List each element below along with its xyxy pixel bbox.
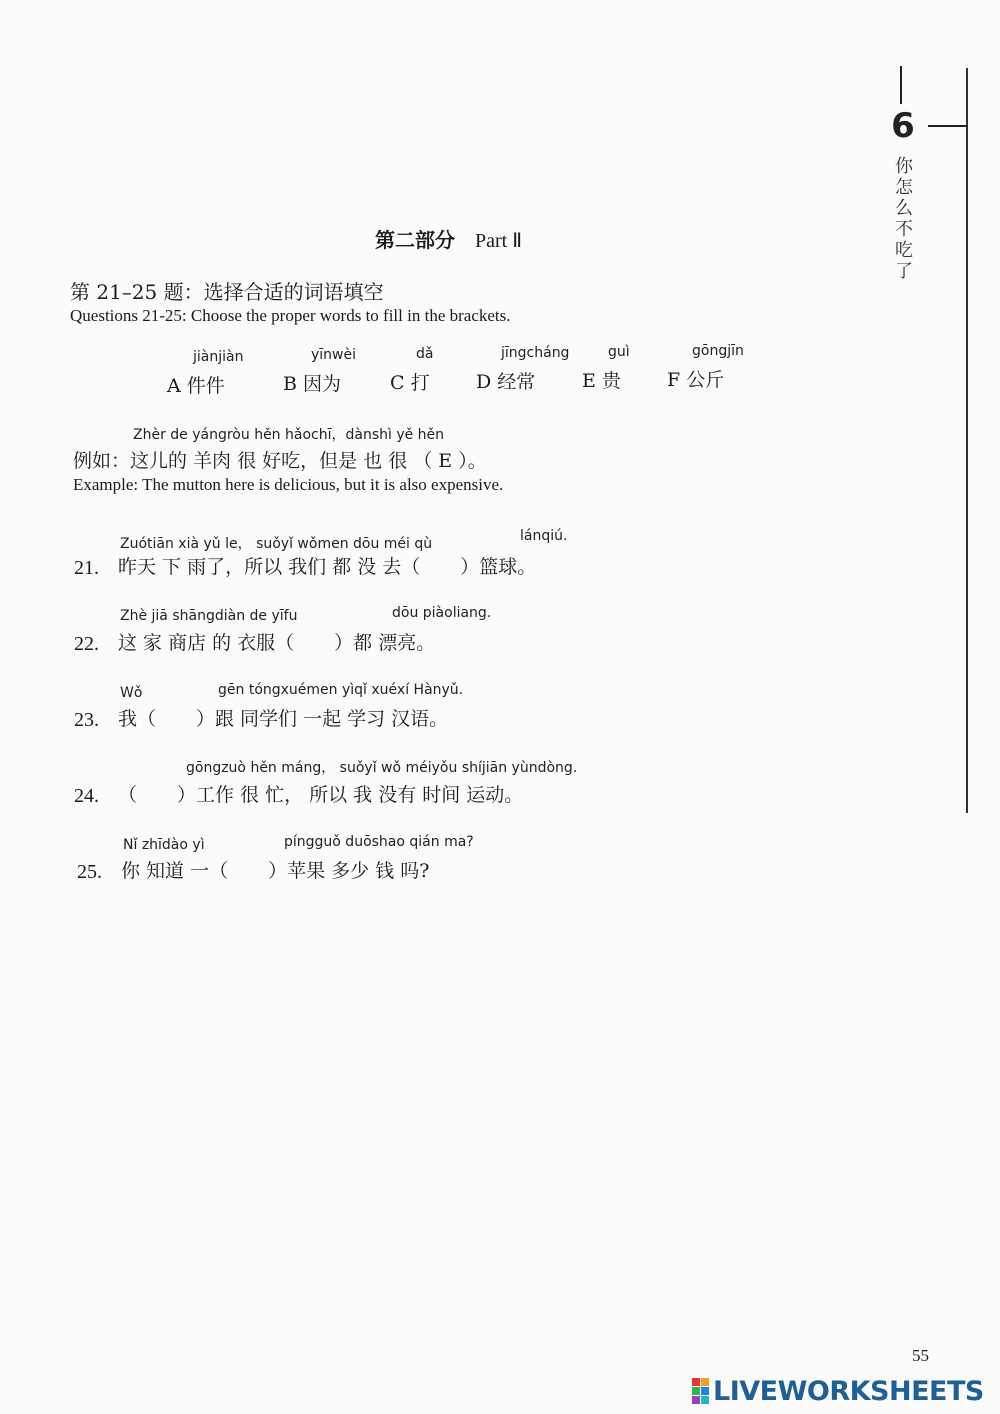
sentence-before: 这 家 商店 的 衣服（ <box>118 632 295 654</box>
option-letter: A <box>167 375 181 397</box>
option-b-pinyin: yīnwèi <box>311 347 357 363</box>
option-letter: D <box>476 371 492 393</box>
chapter-number: 6 <box>891 106 915 146</box>
question-number: 25. <box>77 861 102 883</box>
option-d-pinyin: jīngcháng <box>501 345 570 361</box>
sentence-after: ）苹果 多少 钱 吗? <box>268 860 430 882</box>
sentence-before: 我（ <box>118 708 157 730</box>
side-tick <box>900 66 902 104</box>
option-letter: E <box>582 370 596 392</box>
sentence-after: ）篮球。 <box>460 556 537 578</box>
question-pinyin: Nǐ zhīdào yì <box>123 837 205 853</box>
question-pinyin: Zhè jiā shāngdiàn de yīfu <box>120 608 298 624</box>
question-number: 24. <box>74 785 99 807</box>
question-sentence <box>118 628 435 655</box>
option-word: 件件 <box>186 375 225 397</box>
sentence-before: （ <box>118 784 138 806</box>
question-sentence <box>118 780 523 807</box>
example-answer: （ E ）。 <box>413 450 487 472</box>
option-f <box>667 365 724 392</box>
option-a <box>167 371 225 398</box>
example-translation: Example: The mutton here is delicious, but it is also expensive. <box>73 475 504 494</box>
option-a-pinyin: jiànjiàn <box>193 349 244 365</box>
example-pinyin: Zhèr de yángròu hěn hǎochī，dànshì yě hěn <box>133 427 445 443</box>
chapter-title: 你怎么不吃了 <box>895 156 913 282</box>
question-number: 22. <box>74 633 99 655</box>
section-title <box>375 224 522 253</box>
question-sentence <box>118 552 536 579</box>
option-d <box>476 367 535 394</box>
instructions-en: Questions 21-25: Choose the proper words to fill in the brackets. <box>70 306 511 325</box>
sentence-after: ）工作 很 忙， 所以 我 没有 时间 运动。 <box>177 784 524 806</box>
side-margin-line <box>966 68 968 813</box>
side-dash <box>928 125 968 127</box>
sentence-before: 昨天 下 雨了，所以 我们 都 没 去（ <box>118 556 421 578</box>
brand-name: LIVEWORKSHEETS <box>713 1375 984 1407</box>
question-pinyin: Zuótiān xià yǔ le， suǒyǐ wǒmen dōu méi qù <box>120 536 433 552</box>
option-letter: C <box>390 372 405 394</box>
instructions-cn: 第 21–25 题：选择合适的词语填空 <box>70 280 384 304</box>
option-word: 公斤 <box>686 369 725 391</box>
liveworksheets-brand[interactable] <box>692 1376 984 1406</box>
question-sentence <box>118 704 448 731</box>
option-word: 经常 <box>497 371 536 393</box>
option-letter: B <box>283 373 297 395</box>
question-sentence <box>121 856 429 883</box>
sentence-before: 你 知道 一（ <box>121 860 229 882</box>
question-pinyin: píngguǒ duōshao qián ma? <box>284 834 474 850</box>
liveworksheets-logo-icon <box>692 1378 709 1404</box>
example-text: 这儿的 羊肉 很 好吃，但是 也 很 <box>130 450 408 472</box>
sentence-after: ）都 漂亮。 <box>334 632 436 654</box>
sentence-after: ）跟 同学们 一起 学习 汉语。 <box>196 708 449 730</box>
example-sentence <box>73 446 487 473</box>
option-e-pinyin: guì <box>608 344 630 360</box>
question-number: 21. <box>74 557 99 579</box>
question-pinyin: lánqiú. <box>520 528 568 544</box>
option-c-pinyin: dǎ <box>416 346 434 362</box>
question-pinyin: dōu piàoliang. <box>392 605 492 621</box>
option-letter: F <box>667 369 681 391</box>
option-b <box>283 369 341 396</box>
page-number: 55 <box>912 1346 929 1365</box>
question-pinyin: gōngzuò hěn máng， suǒyǐ wǒ méiyǒu shíjiān yùndòng. <box>186 760 578 776</box>
option-c <box>390 368 430 395</box>
example-label: 例如： <box>73 450 131 472</box>
option-e <box>582 366 621 393</box>
section-title-en: Part Ⅱ <box>475 230 523 252</box>
question-pinyin: Wǒ <box>120 685 143 701</box>
option-word: 打 <box>410 372 430 394</box>
question-number: 23. <box>74 709 99 731</box>
question-pinyin: gēn tóngxuémen yìqǐ xuéxí Hànyǔ. <box>218 682 464 698</box>
option-word: 贵 <box>601 370 621 392</box>
option-word: 因为 <box>303 373 342 395</box>
option-f-pinyin: gōngjīn <box>692 343 744 359</box>
section-title-cn: 第二部分 <box>375 228 455 252</box>
